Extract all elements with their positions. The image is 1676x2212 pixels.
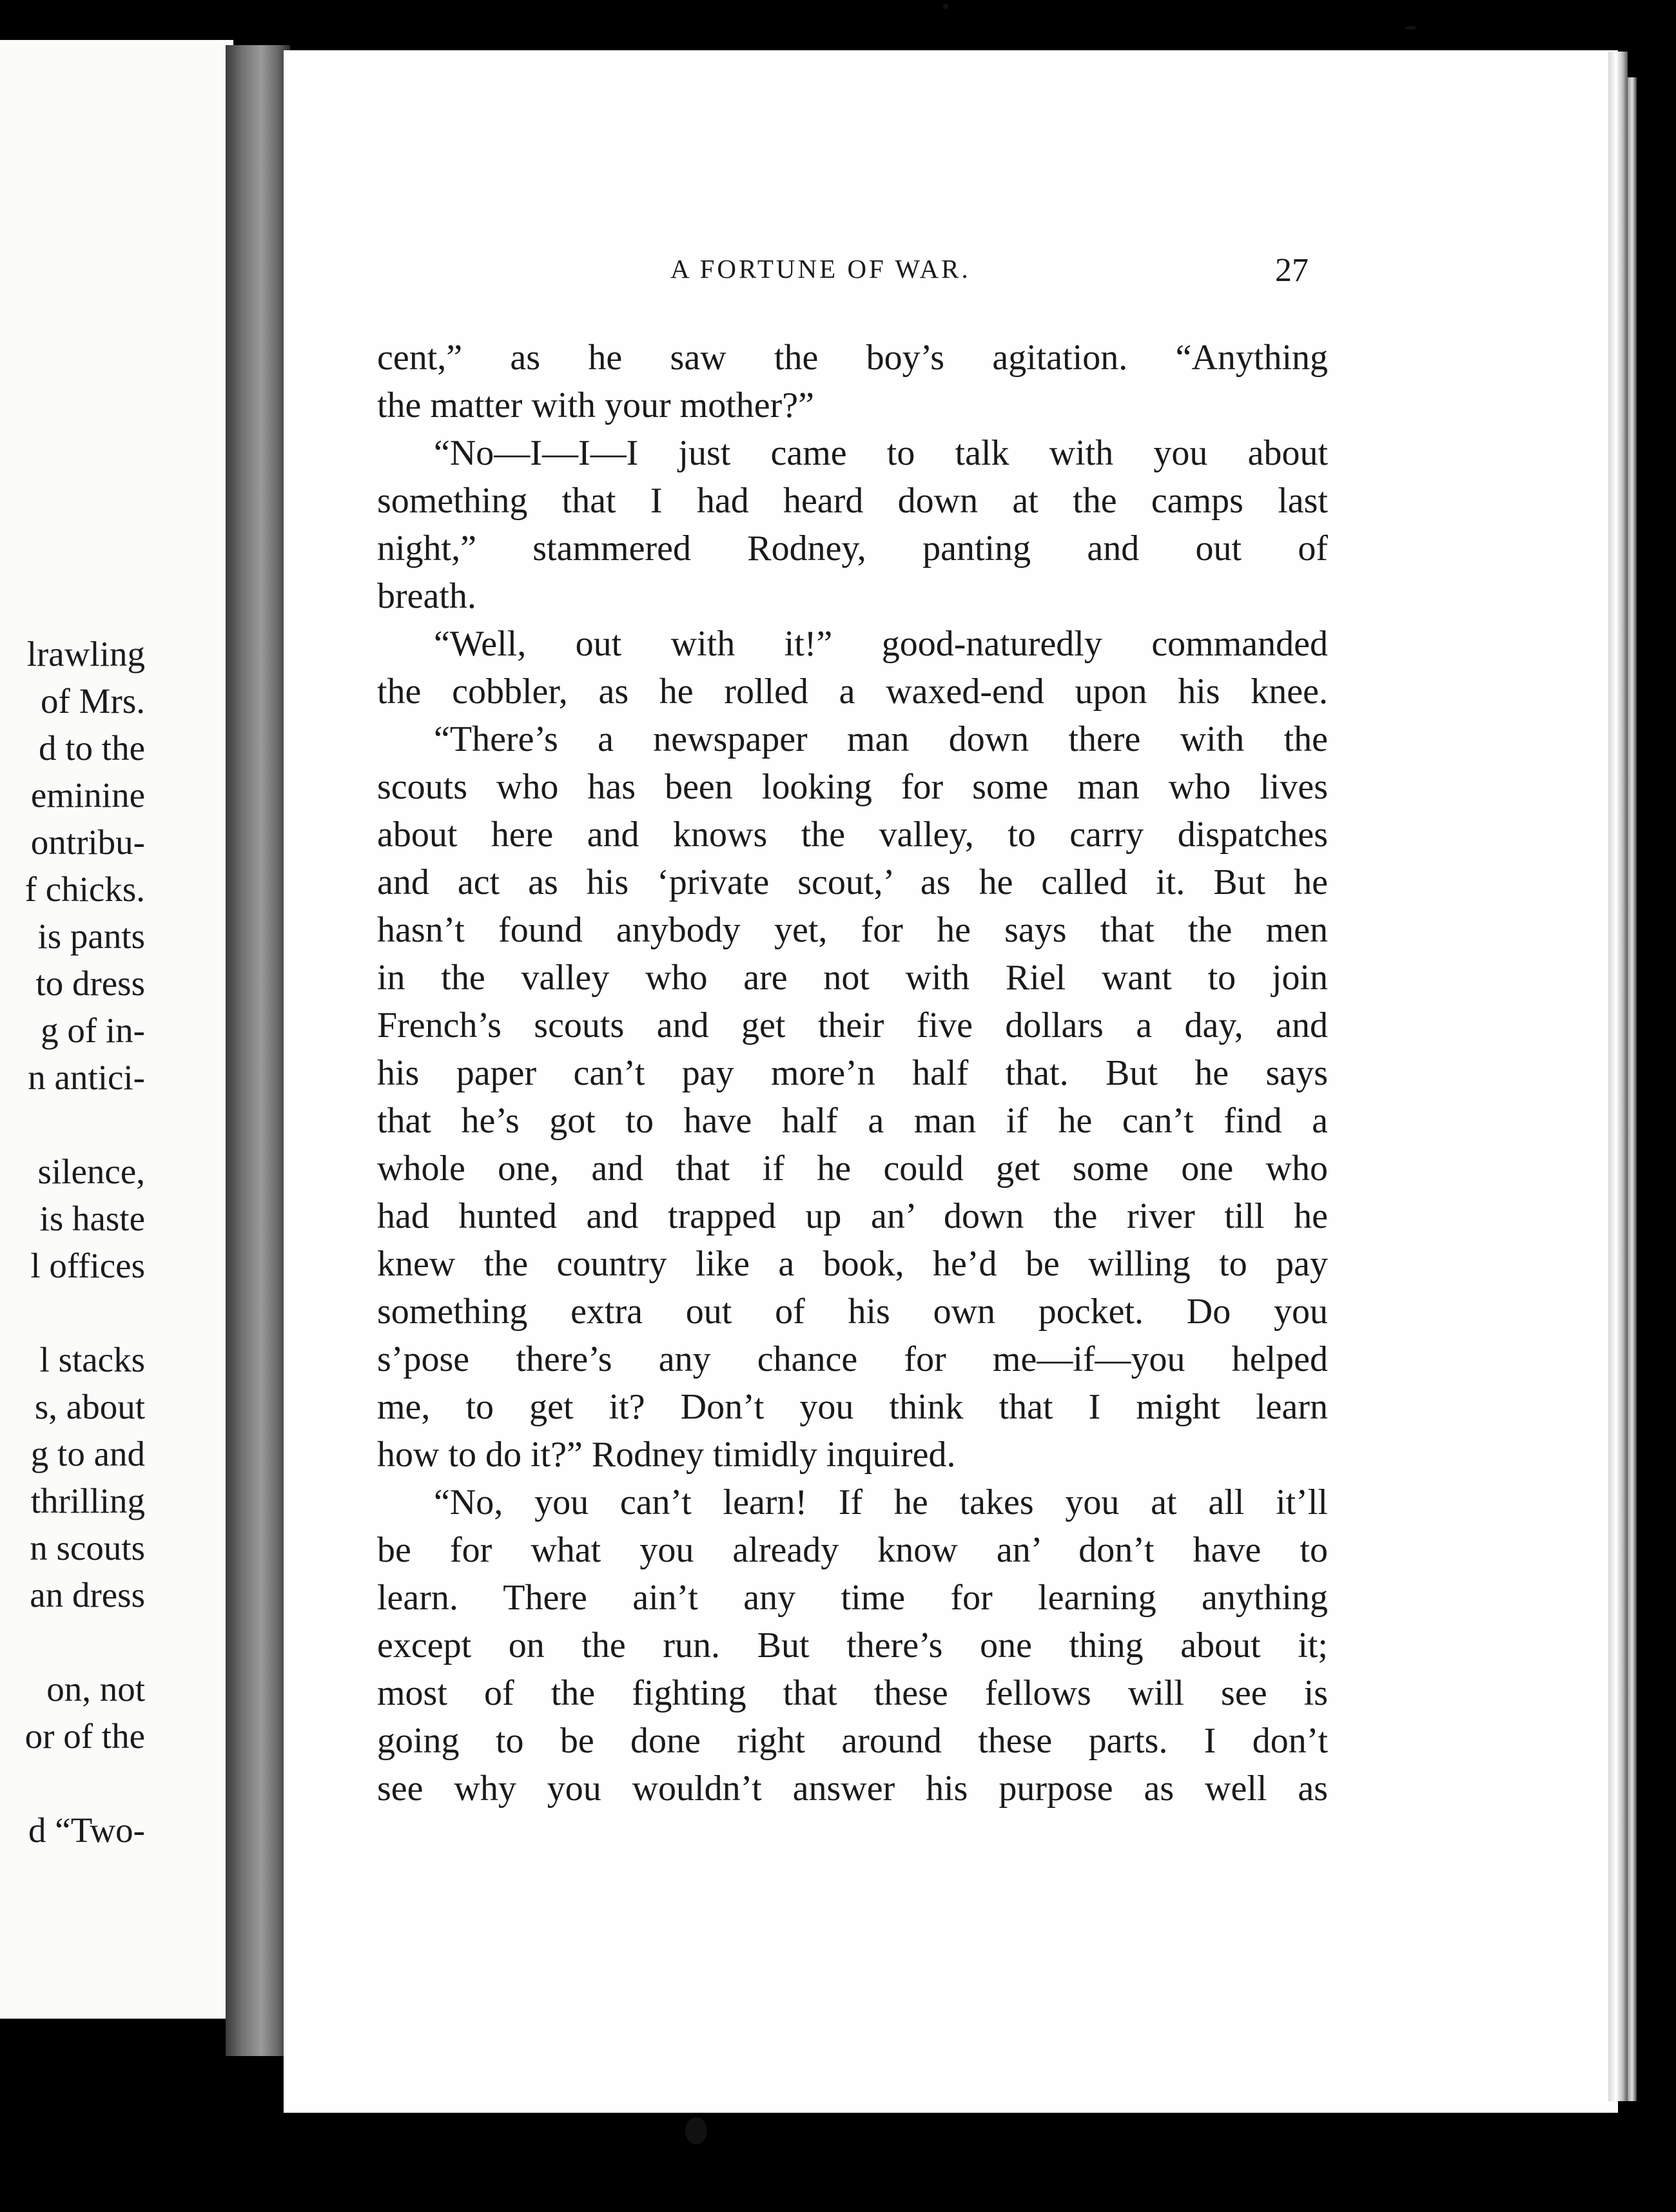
- left-page-line: n antici-: [28, 1058, 145, 1097]
- left-page-line: or of the: [24, 1716, 145, 1756]
- text-line: breath.: [377, 576, 476, 616]
- text-line: “There’s a newspaper man down there with the: [434, 719, 1328, 759]
- text-line: be for what you already know an’ don’t have to: [377, 1530, 1328, 1570]
- text-line: the cobbler, as he rolled a waxed-end upon his knee.: [377, 672, 1328, 712]
- page-edge: [1608, 52, 1628, 2101]
- text-line: going to be done right around these parts. I don’t: [377, 1721, 1328, 1761]
- left-page-line: lrawling: [26, 634, 145, 674]
- text-line: most of the fighting that these fellows will see is: [377, 1673, 1328, 1713]
- dust-speck: [1405, 26, 1417, 30]
- text-line: cent,” as he saw the boy’s agitation. “Anything: [377, 338, 1328, 378]
- left-page-line: d to the: [39, 728, 145, 768]
- left-page-line: g of in-: [41, 1011, 145, 1050]
- left-page-line: n scouts: [30, 1528, 145, 1567]
- left-page-line: thrilling: [30, 1481, 145, 1520]
- text-line: me, to get it? Don’t you think that I might learn: [377, 1387, 1328, 1427]
- text-line: scouts who has been looking for some man who lives: [377, 767, 1328, 807]
- text-line: French’s scouts and get their five dollars a day, and: [377, 1005, 1328, 1045]
- left-page-line: s, about: [34, 1387, 145, 1426]
- left-page-line: to dress: [35, 964, 145, 1003]
- left-page-line: eminine: [30, 775, 145, 815]
- text-line: night,” stammered Rodney, panting and out of: [377, 529, 1328, 568]
- left-page-line: an dress: [30, 1575, 145, 1615]
- text-line: see why you wouldn’t answer his purpose as well as: [377, 1769, 1328, 1809]
- text-line: the matter with your mother?”: [377, 385, 814, 425]
- text-line: how to do it?” Rodney timidly inquired.: [377, 1435, 956, 1475]
- page-edge-shadow: [1628, 77, 1637, 2101]
- text-line: had hunted and trapped up an’ down the river till he: [377, 1196, 1328, 1236]
- text-line: hasn’t found anybody yet, for he says that the men: [377, 910, 1328, 950]
- text-line: “Well, out with it!” good-naturedly commanded: [434, 624, 1328, 664]
- left-page-line: f chicks.: [24, 869, 145, 909]
- text-line: his paper can’t pay more’n half that. But he says: [377, 1053, 1328, 1093]
- text-line: and act as his ‘private scout,’ as he called it. But he: [377, 862, 1328, 902]
- left-page-line: on, not: [46, 1669, 145, 1709]
- text-line: something extra out of his own pocket. Do you: [377, 1292, 1328, 1332]
- left-page-line: of Mrs.: [41, 681, 145, 721]
- left-page-line: is haste: [39, 1199, 145, 1238]
- dust-speck: [685, 2117, 707, 2144]
- text-line: about here and knows the valley, to carry dispatches: [377, 815, 1328, 855]
- left-page-line: d “Two-: [28, 1810, 145, 1850]
- running-head: A FORTUNE OF WAR.: [670, 254, 971, 284]
- text-line: “No, you can’t learn! If he takes you at all it’ll: [434, 1482, 1328, 1522]
- book-gutter-shadow: [226, 45, 290, 2056]
- left-page: [0, 40, 233, 2019]
- text-line: s’pose there’s any chance for me—if—you helped: [377, 1339, 1328, 1379]
- text-line: knew the country like a book, he’d be willing to pay: [377, 1244, 1328, 1284]
- left-page-line: g to and: [30, 1434, 145, 1473]
- left-page-line: l offices: [30, 1246, 145, 1285]
- text-line: except on the run. But there’s one thing about it;: [377, 1625, 1328, 1665]
- text-line: learn. There ain’t any time for learning anything: [377, 1578, 1328, 1618]
- text-line: “No—I—I—I just came to talk with you about: [434, 433, 1328, 473]
- left-page-line: silence,: [37, 1152, 145, 1191]
- text-line: in the valley who are not with Riel want to join: [377, 958, 1328, 998]
- left-page-line: ontribu-: [30, 822, 145, 862]
- page-number: 27: [1275, 252, 1309, 289]
- text-line: that he’s got to have half a man if he can’t find a: [377, 1101, 1328, 1141]
- left-page-line: l stacks: [39, 1340, 145, 1379]
- dust-speck: [943, 4, 948, 9]
- left-page-line: is pants: [37, 917, 145, 956]
- text-line: something that I had heard down at the camps last: [377, 481, 1328, 521]
- text-line: whole one, and that if he could get some one who: [377, 1149, 1328, 1188]
